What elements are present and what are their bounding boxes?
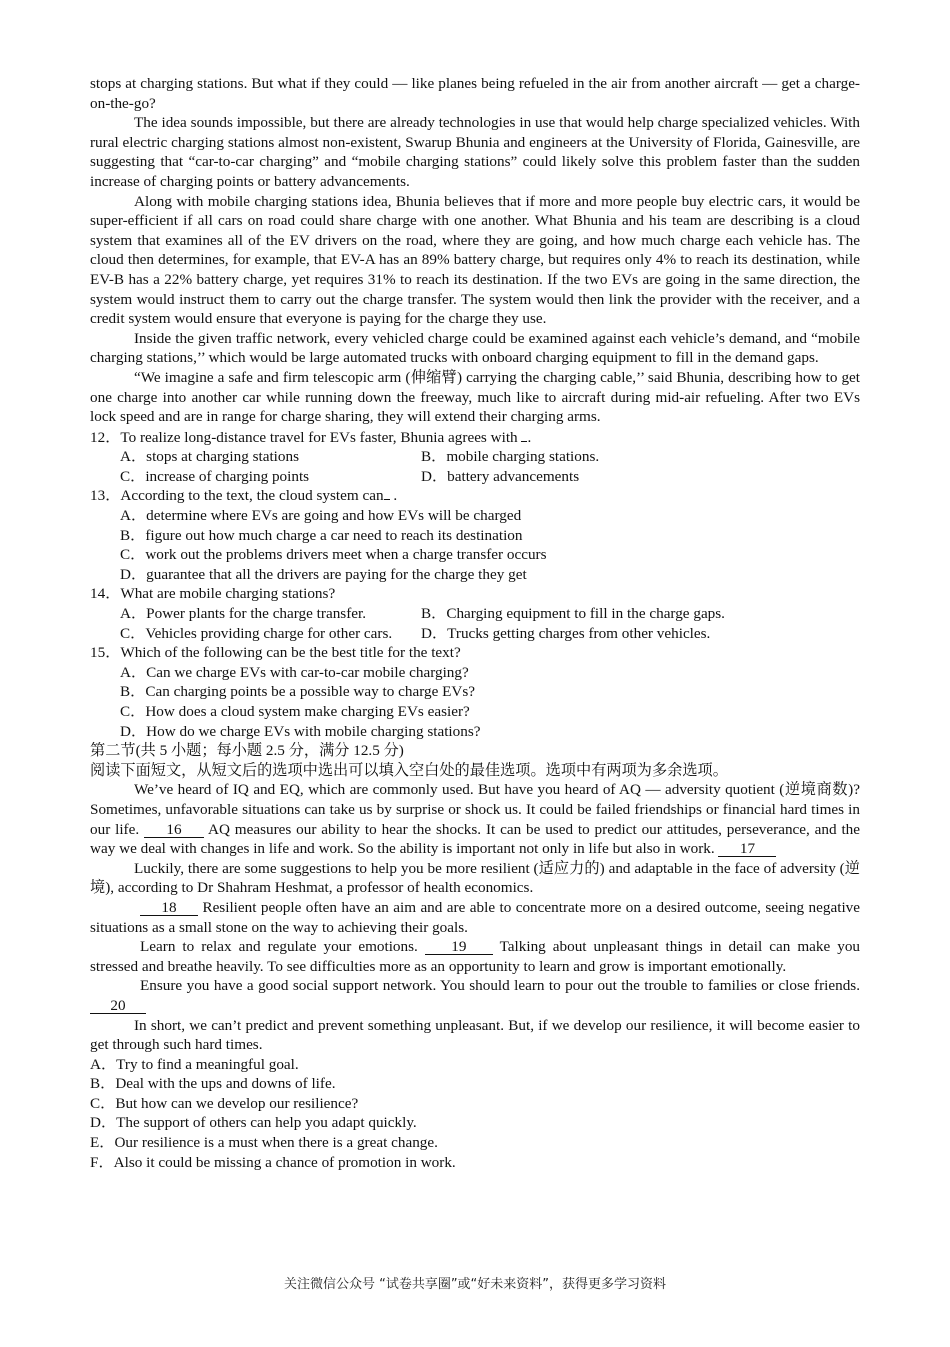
cloze-paragraph: Luckily, there are some suggestions to help you be more resilient (适应力的) and adaptable in the face of adversity (逆境), according to Dr Shahram Heshmat, a professor of health economics. [90,859,860,897]
cloze-paragraph [90,976,860,1015]
cloze-text: We’ve heard of IQ and EQ, which are commonly used. But have you heard of AQ — adversity quotient (逆境商数)? Sometimes, unfavorable situations can take us by surprise or shock us. It could be failed friendships or financial hard times in our life. [90,781,860,838]
option-row [120,604,860,624]
section-heading: 第二节(共 5 小题；每小题 2.5 分，满分 12.5 分) [90,742,404,760]
blank-20[interactable]: 20 [90,998,146,1014]
stem-end: . [389,487,398,505]
blank-18[interactable]: 18 [140,900,198,916]
option-d[interactable]: D．How do we charge EVs with mobile charging stations? [120,722,481,740]
option-a[interactable]: A．determine where EVs are going and how EVs will be charged [120,507,522,525]
option-c[interactable]: C．How does a cloud system make charging EVs easier? [120,703,470,720]
cloze-option[interactable]: E．Our resilience is a must when there is a great change. [90,1134,438,1152]
cloze-text: Learn to relax and regulate your emotions. [140,938,418,956]
option-c[interactable]: C．increase of charging points [120,467,310,485]
cloze-option[interactable]: F．Also it could be missing a chance of promotion in work. [90,1153,456,1171]
question-13 [90,486,860,506]
option-d[interactable]: D．Trucks getting charges from other vehicles. [421,624,711,642]
question-14: 14．What are mobile charging stations? [90,585,336,603]
option-b[interactable]: B．mobile charging stations. [421,448,600,466]
cloze-paragraph [90,898,860,937]
passage-paragraph: Inside the given traffic network, every vehicled charge could be examined against each vehicle’s demand, and “mobile charging stations,’’ which would be large automated trucks with onboard charging equipment to fill in the demand gaps. [90,329,860,367]
blank-16[interactable]: 16 [144,822,204,838]
cloze-option[interactable]: B．Deal with the ups and downs of life. [90,1075,336,1093]
question-stem: 13．According to the text, the cloud system can [90,487,384,505]
cloze-option[interactable]: C．But how can we develop our resilience? [90,1094,359,1112]
cloze-text: Talking about unpleasant things in detail can make you stressed and breathe heavily. To see difficulties more as an opportunity to learn and grow is important emotionally. [90,938,861,975]
cloze-text: AQ measures our ability to hear the shocks. It can be used to predict our attitudes, perseverance, and the way we deal with changes in life and work. So the ability is important not only in life but also in work. [90,820,860,858]
passage-paragraph: stops at charging stations. But what if they could — like planes being refueled in the air from another aircraft — get a charge-on-the-go? [90,75,860,112]
question-stem: 12．To realize long-distance travel for EVs faster, Bhunia agrees with [90,428,518,446]
cloze-paragraph [90,937,860,976]
option-a[interactable]: A．stops at charging stations [120,448,300,466]
passage-paragraph: Along with mobile charging stations idea, Bhunia believes that if more and more people buy electric cars, it would be super-efficient if all cars on road could share charge with one another. What Bhunia and his team are describing is a cloud system that examines all of the EV drivers on the road, where they are going, and how much charge each vehicle has. The cloud then determines, for example, that EV-A has an 89% battery charge, but requires only 4% to reach its destination, while EV-B has a 22% battery charge, yet requires 31% to reach its destination. If the two EVs are going in the same direction, the system would instruct them to carry out the charge transfer. The system would then link the provider with the receiver, and a credit system would ensure that everyone is paying for the charge they use. [90,192,860,328]
option-c[interactable]: C．Vehicles providing charge for other cars. [120,624,393,642]
cloze-option[interactable]: D．The support of others can help you adapt quickly. [90,1114,417,1132]
option-a[interactable]: A．Can we charge EVs with car-to-car mobile charging? [120,663,469,681]
blank-19[interactable]: 19 [425,939,493,955]
option-b[interactable]: B．Charging equipment to fill in the charge gaps. [421,605,725,623]
cloze-text: Resilient people often have an aim and are able to concentrate more on a desired outcome, seeing negative situations as a small stone on the way to achieving their goals. [90,898,860,936]
section-instruction: 阅读下面短文，从短文后的选项中选出可以填入空白处的最佳选项。选项中有两项为多余选项。 [90,761,728,779]
option-d[interactable]: D．guarantee that all the drivers are paying for the charge they get [120,565,527,583]
blank-17[interactable]: 17 [718,841,776,857]
stem-end: . [527,428,532,446]
cloze-option[interactable]: A．Try to find a meaningful goal. [90,1055,299,1073]
question-15: 15．Which of the following can be the best title for the text? [90,644,461,662]
cloze-paragraph: In short, we can’t predict and prevent something unpleasant. But, if we develop our resilience, it will become easier to get through such hard times. [90,1016,860,1054]
option-c[interactable]: C．work out the problems drivers meet when a charge transfer occurs [120,546,547,564]
exam-page [90,74,860,1172]
option-row [120,447,860,467]
option-b[interactable]: B．figure out how much charge a car need to reach its destination [120,526,523,544]
option-row [120,467,860,487]
passage-paragraph: The idea sounds impossible, but there are already technologies in use that would help charge specialized vehicles. With rural electric charging stations almost non-existent, Swarup Bhunia and engineers at the University of Florida, Gainesville, are suggesting that “car-to-car charging” and “mobile charging stations” could likely solve this problem faster than the sudden increase of charging points or battery advancements. [90,114,860,190]
option-a[interactable]: A．Power plants for the charge transfer. [120,605,367,623]
passage-paragraph: “We imagine a safe and firm telescopic arm (伸缩臂) carrying the charging cable,’’ said Bhunia, describing how to get one charge into another car while running down the freeway, much like to aircraft during mid-air refueling. After two EVs lock speed and are in range for charge sharing, they will extend their charging arms. [90,368,860,426]
cloze-paragraph [90,780,860,858]
option-d[interactable]: D．battery advancements [421,467,580,485]
footer-note: 关注微信公众号 “试卷共享圈”或“好未来资料”，获得更多学习资料 [283,1277,667,1292]
cloze-text: Ensure you have a good social support network. You should learn to pour out the trouble to families or close friends. [140,977,860,995]
option-b[interactable]: B．Can charging points be a possible way to charge EVs? [120,683,476,701]
question-12 [90,428,860,448]
option-row [120,624,860,644]
